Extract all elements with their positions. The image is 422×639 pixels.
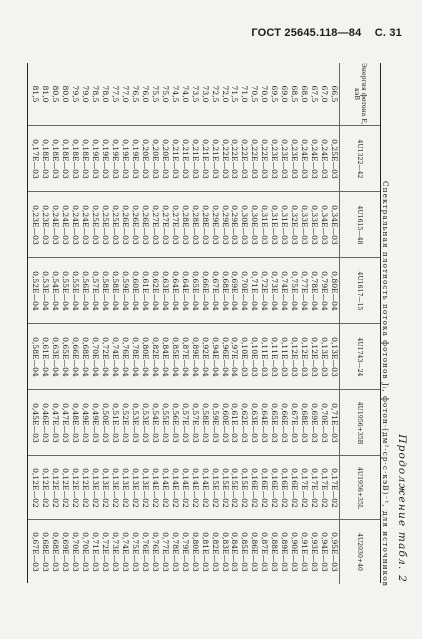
column-header: 4U1615—48	[339, 192, 380, 258]
energy-cell: 79,5	[71, 85, 81, 103]
value-cell: 0,17E—02	[320, 468, 330, 508]
energy-cell: 71,0	[240, 85, 250, 103]
value-cell: 0,80E—04	[140, 337, 150, 377]
value-cell: 0,27E—03	[160, 205, 170, 245]
page-header	[241, 27, 402, 39]
value-cell: 0,55E—04	[61, 271, 71, 311]
value-cell: 0,67E—03	[31, 532, 41, 572]
value-cell: 0,97E—04	[230, 337, 240, 377]
value-cell: 0,25E—03	[330, 139, 339, 179]
value-cell: 0,29E—03	[230, 205, 240, 245]
value-cell: 0,20E—03	[150, 139, 160, 179]
energy-column	[28, 63, 380, 125]
value-cell: 0,12E—03	[310, 337, 320, 377]
value-cell: 0,24E—03	[61, 205, 71, 245]
value-cell: 0,63E—04	[160, 271, 170, 311]
value-cell: 0,18E—03	[61, 139, 71, 179]
value-cell: 0,17E—02	[310, 468, 320, 508]
value-cell: 0,58E—04	[111, 271, 121, 311]
value-cell: 0,22E—03	[250, 139, 260, 179]
value-cell: 0,59E—03	[210, 403, 220, 443]
value-cell: 0,11E—03	[270, 337, 280, 377]
value-cell: 0,72E—03	[101, 532, 111, 572]
value-cell: 0,12E—02	[31, 468, 41, 508]
value-cell: 0,17E—02	[300, 468, 310, 508]
value-cell: 0,62E—03	[240, 403, 250, 443]
value-cell: 0,66E—04	[200, 271, 210, 311]
value-cell: 0,90E—03	[290, 532, 300, 572]
energy-cell: 69,5	[270, 85, 280, 103]
value-cell: 0,28E—03	[200, 205, 210, 245]
value-cell: 0,85E—04	[170, 337, 180, 377]
value-cell: 0,62E—04	[150, 271, 160, 311]
value-cell: 0,92E—04	[200, 337, 210, 377]
energy-cell: 76,5	[131, 85, 140, 103]
value-cell: 0,75E—03	[131, 532, 140, 572]
value-cell: 0,63E—04	[51, 337, 61, 377]
value-cell: 0,77E—03	[160, 532, 170, 572]
energy-cell: 70,0	[260, 85, 270, 103]
value-cell: 0,81E—03	[200, 532, 210, 572]
source-column	[28, 323, 380, 390]
value-cell: 0,12E—02	[51, 468, 61, 508]
page-number: С. 31	[374, 27, 402, 39]
value-cell: 0,21E—03	[200, 139, 210, 179]
energy-cell: 73,5	[190, 85, 200, 103]
value-cell: 0,54E—04	[51, 271, 61, 311]
value-cell: 0,86E—03	[250, 532, 260, 572]
value-cell: 0,19E—03	[101, 139, 111, 179]
value-cell: 0,70E—03	[81, 532, 91, 572]
column-header: 4U1743—24	[339, 324, 380, 390]
source-column	[28, 389, 380, 456]
value-cell: 0,57E—04	[91, 271, 101, 311]
value-cell: 0,72E—04	[260, 271, 270, 311]
energy-cell: 68,5	[290, 85, 300, 103]
value-cell: 0,76E—04	[121, 337, 131, 377]
value-cell: 0,65E—04	[190, 271, 200, 311]
value-cell: 0,96E—04	[220, 337, 230, 377]
value-cell: 0,13E—02	[140, 468, 150, 508]
source-column	[28, 455, 380, 520]
value-cell: 0,19E—03	[91, 139, 101, 179]
energy-cell: 76,0	[140, 85, 150, 103]
value-cell: 0,71E—04	[250, 271, 260, 311]
value-cell: 0,31E—03	[260, 205, 270, 245]
value-cell: 0,17E—02	[330, 468, 339, 508]
energy-cell: 80,0	[61, 85, 71, 103]
value-cell: 0,54E—03	[150, 403, 160, 443]
column-header: 4U2030+40	[339, 520, 380, 584]
value-cell: 0,48E—03	[71, 403, 81, 443]
value-cell: 0,17E—03	[31, 139, 41, 179]
value-cell: 0,84E—04	[160, 337, 170, 377]
value-cell: 0,68E—03	[51, 532, 61, 572]
value-cell: 0,21E—03	[210, 139, 220, 179]
value-cell: 0,27E—03	[170, 205, 180, 245]
value-cell: 0,22E—03	[240, 139, 250, 179]
value-cell: 0,24E—03	[300, 139, 310, 179]
value-cell: 0,33E—03	[300, 205, 310, 245]
value-cell: 0,23E—03	[270, 139, 280, 179]
value-cell: 0,47E—03	[51, 403, 61, 443]
value-cell: 0,67E—04	[210, 271, 220, 311]
value-cell: 0,14E—02	[190, 468, 200, 508]
value-cell: 0,78E—03	[170, 532, 180, 572]
value-cell: 0,70E—03	[71, 532, 81, 572]
value-cell: 0,18E—03	[71, 139, 81, 179]
value-cell: 0,13E—03	[330, 337, 339, 377]
value-cell: 0,11E—03	[280, 337, 290, 377]
value-cell: 0,30E—03	[250, 205, 260, 245]
value-cell: 0,15E—02	[210, 468, 220, 508]
value-cell: 0,58E—03	[200, 403, 210, 443]
value-cell: 0,23E—03	[31, 205, 41, 245]
energy-cell: 72,0	[220, 85, 230, 103]
value-cell: 0,11E—03	[260, 337, 270, 377]
value-cell: 0,10E—03	[240, 337, 250, 377]
data-table	[27, 63, 381, 583]
energy-cell: 79,0	[81, 85, 91, 103]
energy-cell: 67,5	[310, 85, 320, 103]
value-cell: 0,80E—04	[330, 271, 339, 311]
value-cell: 0,57E—03	[180, 403, 190, 443]
value-cell: 0,49E—03	[91, 403, 101, 443]
value-cell: 0,16E—02	[260, 468, 270, 508]
value-cell: 0,64E—03	[260, 403, 270, 443]
value-cell: 0,82E—04	[150, 337, 160, 377]
value-cell: 0,26E—03	[131, 205, 140, 245]
value-cell: 0,13E—02	[111, 468, 121, 508]
value-cell: 0,74E—04	[280, 271, 290, 311]
value-cell: 0,61E—04	[140, 271, 150, 311]
value-cell: 0,75E—04	[290, 271, 300, 311]
value-cell: 0,13E—02	[101, 468, 111, 508]
column-header: Энергия фотона E, кэВ	[339, 63, 380, 125]
value-cell: 0,32E—03	[290, 205, 300, 245]
value-cell: 0,13E—02	[91, 468, 101, 508]
value-cell: 0,52E—03	[121, 403, 131, 443]
value-cell: 0,25E—03	[91, 205, 101, 245]
value-cell: 0,23E—03	[290, 139, 300, 179]
value-cell: 0,82E—03	[210, 532, 220, 572]
value-cell: 0,61E—03	[230, 403, 240, 443]
energy-cell: 72,5	[210, 85, 220, 103]
value-cell: 0,60E—03	[220, 403, 230, 443]
source-column	[28, 519, 380, 584]
value-cell: 0,91E—03	[300, 532, 310, 572]
value-cell: 0,14E—02	[200, 468, 210, 508]
value-cell: 0,18E—03	[41, 139, 51, 179]
value-cell: 0,69E—03	[61, 532, 71, 572]
energy-cell: 77,5	[111, 85, 121, 103]
value-cell: 0,69E—04	[230, 271, 240, 311]
energy-cell: 66,5	[330, 85, 339, 103]
value-cell: 0,55E—03	[160, 403, 170, 443]
value-cell: 0,12E—02	[81, 468, 91, 508]
value-cell: 0,58E—04	[31, 337, 41, 377]
value-cell: 0,14E—02	[170, 468, 180, 508]
energy-cell: 69,0	[280, 85, 290, 103]
value-cell: 0,34E—03	[330, 205, 339, 245]
value-cell: 0,65E—04	[61, 337, 71, 377]
energy-cell: 78,5	[91, 85, 101, 103]
value-cell: 0,12E—03	[290, 337, 300, 377]
value-cell: 0,74E—04	[111, 337, 121, 377]
value-cell: 0,10E—03	[250, 337, 260, 377]
source-column	[28, 125, 380, 192]
value-cell: 0,58E—04	[101, 271, 111, 311]
value-cell: 0,95E—03	[330, 532, 339, 572]
value-cell: 0,57E—03	[190, 403, 200, 443]
value-cell: 0,66E—03	[280, 403, 290, 443]
column-header: 4U1322—42	[339, 126, 380, 192]
value-cell: 0,30E—03	[240, 205, 250, 245]
value-cell: 0,76E—03	[150, 532, 160, 572]
column-header: 4U1617—15	[339, 258, 380, 324]
value-cell: 0,88E—03	[270, 532, 280, 572]
value-cell: 0,23E—03	[280, 139, 290, 179]
value-cell: 0,16E—02	[250, 468, 260, 508]
value-cell: 0,73E—03	[111, 532, 121, 572]
value-cell: 0,87E—03	[260, 532, 270, 572]
value-cell: 0,12E—02	[71, 468, 81, 508]
value-cell: 0,26E—03	[121, 205, 131, 245]
value-cell: 0,68E—04	[81, 337, 91, 377]
energy-cell: 70,5	[250, 85, 260, 103]
source-column	[28, 191, 380, 258]
value-cell: 0,52E—04	[31, 271, 41, 311]
value-cell: 0,31E—03	[270, 205, 280, 245]
value-cell: 0,66E—04	[71, 337, 81, 377]
value-cell: 0,13E—02	[121, 468, 131, 508]
value-cell: 0,20E—03	[160, 139, 170, 179]
value-cell: 0,13E—03	[320, 337, 330, 377]
energy-cell: 73,0	[200, 85, 210, 103]
value-cell: 0,24E—03	[310, 139, 320, 179]
value-cell: 0,53E—03	[131, 403, 140, 443]
value-cell: 0,12E—03	[300, 337, 310, 377]
value-cell: 0,46E—03	[41, 403, 51, 443]
energy-cell: 71,5	[230, 85, 240, 103]
value-cell: 0,68E—03	[41, 532, 51, 572]
value-cell: 0,18E—03	[81, 139, 91, 179]
value-cell: 0,22E—03	[230, 139, 240, 179]
value-cell: 0,80E—03	[190, 532, 200, 572]
value-cell: 0,84E—03	[230, 532, 240, 572]
value-cell: 0,68E—04	[220, 271, 230, 311]
value-cell: 0,79E—03	[180, 532, 190, 572]
value-cell: 0,14E—02	[180, 468, 190, 508]
value-cell: 0,23E—03	[41, 205, 51, 245]
value-cell: 0,72E—04	[101, 337, 111, 377]
value-cell: 0,76E—03	[140, 532, 150, 572]
value-cell: 0,16E—02	[280, 468, 290, 508]
value-cell: 0,20E—03	[140, 139, 150, 179]
value-cell: 0,93E—03	[310, 532, 320, 572]
value-cell: 0,59E—04	[121, 271, 131, 311]
value-cell: 0,25E—03	[101, 205, 111, 245]
value-cell: 0,78E—04	[131, 337, 140, 377]
value-cell: 0,22E—03	[220, 139, 230, 179]
value-cell: 0,73E—04	[270, 271, 280, 311]
value-cell: 0,79E—04	[320, 271, 330, 311]
value-cell: 0,19E—03	[131, 139, 140, 179]
value-cell: 0,31E—03	[280, 205, 290, 245]
value-cell: 0,74E—03	[121, 532, 131, 572]
value-cell: 0,24E—03	[320, 139, 330, 179]
value-cell: 0,67E—03	[290, 403, 300, 443]
value-cell: 0,12E—02	[61, 468, 71, 508]
value-cell: 0,33E—03	[310, 205, 320, 245]
group-header: Спектральная плотность потока фотонов Jᵢ, фотон·(дм²·ср·с·кэВ)⁻¹, для источников	[381, 181, 390, 587]
value-cell: 0,24E—03	[81, 205, 91, 245]
value-cell: 0,34E—03	[320, 205, 330, 245]
value-cell: 0,28E—03	[190, 205, 200, 245]
value-cell: 0,21E—03	[180, 139, 190, 179]
value-cell: 0,53E—04	[41, 271, 51, 311]
value-cell: 0,64E—04	[170, 271, 180, 311]
value-cell: 0,68E—03	[300, 403, 310, 443]
value-cell: 0,71E—03	[330, 403, 339, 443]
value-cell: 0,15E—02	[220, 468, 230, 508]
energy-cell: 68,0	[300, 85, 310, 103]
value-cell: 0,51E—03	[111, 403, 121, 443]
energy-cell: 78,0	[101, 85, 111, 103]
value-cell: 0,69E—03	[310, 403, 320, 443]
value-cell: 0,70E—03	[320, 403, 330, 443]
value-cell: 0,21E—03	[170, 139, 180, 179]
value-cell: 0,19E—03	[111, 139, 121, 179]
value-cell: 0,70E—04	[240, 271, 250, 311]
table-caption: Продолжение табл. 2	[396, 434, 408, 583]
energy-cell: 74,0	[180, 85, 190, 103]
value-cell: 0,25E—03	[111, 205, 121, 245]
value-cell: 0,14E—02	[150, 468, 160, 508]
value-cell: 0,70E—04	[91, 337, 101, 377]
value-cell: 0,53E—03	[140, 403, 150, 443]
value-cell: 0,64E—04	[180, 271, 190, 311]
value-cell: 0,26E—03	[140, 205, 150, 245]
value-cell: 0,63E—03	[250, 403, 260, 443]
value-cell: 0,65E—03	[270, 403, 280, 443]
value-cell: 0,14E—02	[160, 468, 170, 508]
energy-cell: 74,5	[170, 85, 180, 103]
value-cell: 0,22E—03	[260, 139, 270, 179]
value-cell: 0,83E—03	[220, 532, 230, 572]
energy-cell: 67,0	[320, 85, 330, 103]
value-cell: 0,56E—04	[81, 271, 91, 311]
value-cell: 0,78E—04	[310, 271, 320, 311]
energy-cell: 77,0	[121, 85, 131, 103]
value-cell: 0,71E—03	[91, 532, 101, 572]
value-cell: 0,13E—02	[131, 468, 140, 508]
standard-number: ГОСТ 25645.118—84	[251, 27, 362, 39]
energy-cell: 75,0	[160, 85, 170, 103]
value-cell: 0,28E—03	[180, 205, 190, 245]
value-cell: 0,21E—03	[190, 139, 200, 179]
value-cell: 0,45E—03	[31, 403, 41, 443]
value-cell: 0,29E—03	[210, 205, 220, 245]
value-cell: 0,15E—02	[230, 468, 240, 508]
value-cell: 0,16E—02	[290, 468, 300, 508]
value-cell: 0,18E—03	[51, 139, 61, 179]
value-cell: 0,55E—04	[71, 271, 81, 311]
value-cell: 0,29E—03	[220, 205, 230, 245]
column-header: 4U1956+35B	[339, 390, 380, 456]
value-cell: 0,49E—03	[81, 403, 91, 443]
value-cell: 0,94E—04	[210, 337, 220, 377]
value-cell: 0,15E—02	[240, 468, 250, 508]
value-cell: 0,60E—04	[131, 271, 140, 311]
energy-cell: 80,5	[51, 85, 61, 103]
value-cell: 0,61E—04	[41, 337, 51, 377]
value-cell: 0,94E—03	[320, 532, 330, 572]
value-cell: 0,16E—02	[270, 468, 280, 508]
energy-cell: 75,5	[150, 85, 160, 103]
column-header: 4U1956+35L	[339, 456, 380, 520]
source-column	[28, 257, 380, 324]
value-cell: 0,12E—02	[41, 468, 51, 508]
value-cell: 0,47E—03	[61, 403, 71, 443]
value-cell: 0,89E—04	[190, 337, 200, 377]
value-cell: 0,87E—04	[180, 337, 190, 377]
value-cell: 0,24E—03	[51, 205, 61, 245]
value-cell: 0,56E—03	[170, 403, 180, 443]
value-cell: 0,27E—03	[150, 205, 160, 245]
energy-cell: 81,0	[41, 85, 51, 103]
value-cell: 0,24E—03	[71, 205, 81, 245]
value-cell: 0,19E—03	[121, 139, 131, 179]
value-cell: 0,85E—03	[240, 532, 250, 572]
energy-cell: 81,5	[31, 85, 41, 103]
value-cell: 0,50E—03	[101, 403, 111, 443]
value-cell: 0,77E—04	[300, 271, 310, 311]
value-cell: 0,89E—03	[280, 532, 290, 572]
